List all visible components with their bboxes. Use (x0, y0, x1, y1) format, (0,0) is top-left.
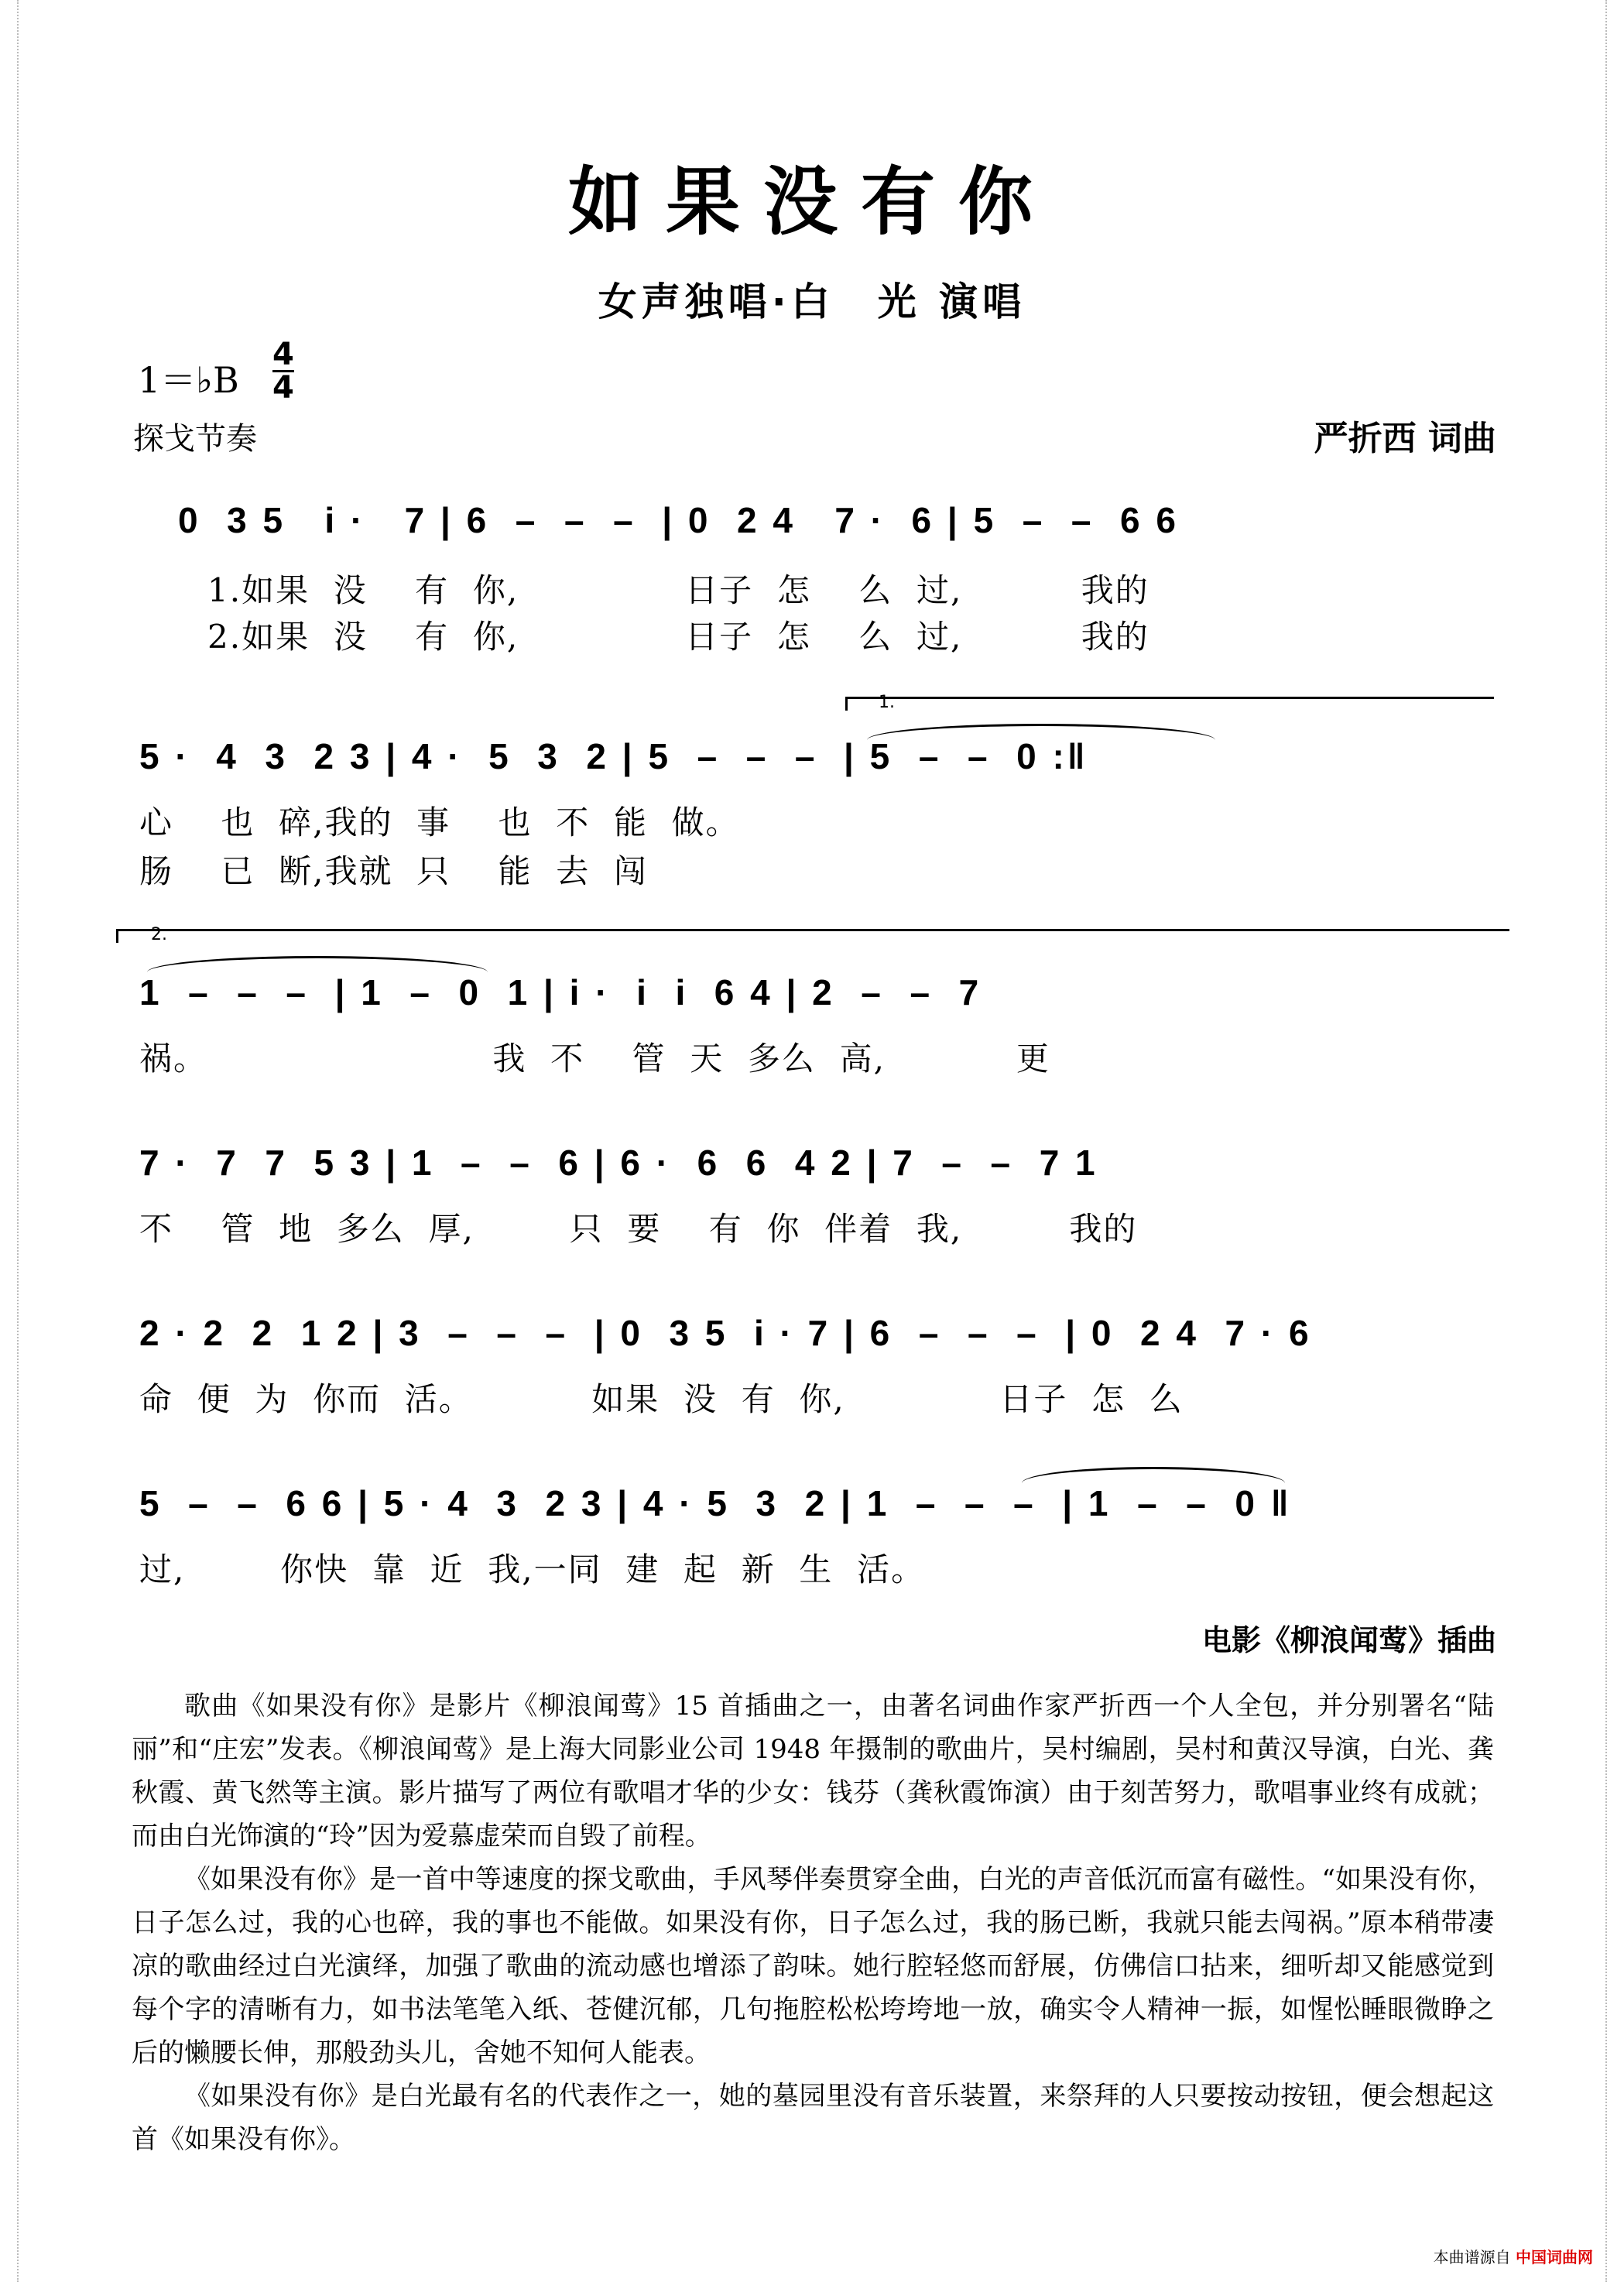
subtitle: 女声独唱·白 光 演唱 (598, 279, 1026, 324)
score-line-5-lyrics: 命 便 为 你而 活。 如果 没 有 你, 日子 怎 么 (139, 1380, 1184, 1418)
score-line-2-lyrics-verse1: 心 也 碎,我的 事 也 不 能 做。 (139, 803, 740, 841)
article-paragraph-3: 《如果没有你》是白光最有名的代表作之一，她的墓园里没有音乐装置，来祭拜的人只要按动按钮，便会想起这首《如果没有你》。 (132, 2081, 1494, 2155)
tempo-marking: 探戈节奏 (133, 421, 257, 457)
volta-2-hook (116, 929, 118, 943)
score-line-6-notes: 5 – – 6 6 | 5 · 4 3 2 3 | 4 · 5 3 2 | 1 – – – | 1 – – 0 ‖ (139, 1483, 1292, 1523)
article-paragraph-2: 《如果没有你》是一首中等速度的探戈歌曲，手风琴伴奏贯穿全曲，白光的声音低沉而富有磁性。“如果没有你，日子怎么过，我的心也碎，我的事也不能做。如果没有你，日子怎么过，我的肠已断，我就只能去闯祸。”原本稍带凄凉的歌曲经过白光演绎，加强了歌曲的流动感也增添了韵味。她行腔轻悠而舒展，仿佛信口拈来，细听却又能感觉到每个字的清晰有力，如书法笔笔入纸、苍健沉郁，几句拖腔松松垮垮地一放，确实令人精神一振，如惺忪睡眼微睁之后的懒腰长伸，那般劲头儿，舍她不知何人能表。 (132, 1864, 1494, 2068)
tie-arc-3 (1022, 1467, 1285, 1483)
score-line-1-lyrics-verse2: 2.如果 没 有 你, 日子 怎 么 过, 我的 (207, 618, 1149, 656)
key-signature: 1＝♭B (138, 359, 239, 401)
score-line-6-lyrics: 过, 你快 靠 近 我,一同 建 起 新 生 活。 (139, 1550, 926, 1588)
footer-site-link[interactable]: 中国词曲网 (1516, 2248, 1593, 2267)
composer-credit: 严折西 词曲 (1314, 419, 1496, 458)
footer-prefix: 本曲谱源自 (1433, 2248, 1511, 2267)
footer (1434, 2245, 1593, 2267)
score-line-3-notes: 1 – – – | 1 – 0 1 | i · i i 6 4 | 2 – – 7 (139, 972, 982, 1013)
volta-1-hook (845, 697, 848, 711)
score-line-1-notes: 0 3 5 i · 7 | 6 – – – | 0 2 4 7 · 6 | 5 – – 6 6 (178, 500, 1179, 540)
score-line-3-lyrics: 祸。 我 不 管 天 多么 高, 更 (139, 1040, 1050, 1078)
score-line-4-lyrics: 不 管 地 多么 厚, 只 要 有 你 伴着 我, 我的 (139, 1210, 1138, 1248)
article-body (132, 1684, 1494, 2161)
article-paragraph-1: 歌曲《如果没有你》是影片《柳浪闻莺》15 首插曲之一，由著名词曲作家严折西一个人全包，并分别署名“陆丽”和“庄宏”发表。《柳浪闻莺》是上海大同影业公司 1948 年摄制的歌曲片，吴村编剧，吴村和黄汉导演，白光、龚秋霞、黄飞然等主演。影片描写了两位有歌唱才华的少女：钱芬（龚秋霞饰演）由于刻苦努力，歌唱事业终有成就；而由白光饰演的“玲”因为爱慕虚荣而自毁了前程。 (132, 1691, 1494, 1852)
source-note: 电影《柳浪闻莺》插曲 (1201, 1623, 1496, 1657)
volta-1-bracket (845, 697, 1494, 699)
volta-1-label: 1. (879, 693, 895, 712)
right-border (1605, 0, 1624, 2282)
tie-arc-2 (147, 956, 488, 972)
score-line-4-notes: 7 · 7 7 5 3 | 1 – – 6 | 6 · 6 6 4 2 | 7 – – 7 1 (139, 1143, 1098, 1183)
score-line-2-notes: 5 · 4 3 2 3 | 4 · 5 3 2 | 5 – – – | 5 – – 0 :‖ (139, 736, 1088, 776)
song-title: 如果没有你 (568, 158, 1056, 245)
time-signature (272, 337, 294, 406)
score-line-2-lyrics-verse2: 肠 已 断,我就 只 能 去 闯 (139, 852, 648, 890)
left-border (0, 0, 19, 2282)
time-signature-bottom: 4 (272, 370, 294, 406)
volta-2-label: 2. (151, 925, 167, 944)
score-line-1-lyrics-verse1: 1.如果 没 有 你, 日子 怎 么 过, 我的 (207, 571, 1149, 609)
volta-2-bracket (116, 929, 1509, 931)
time-signature-top: 4 (272, 337, 294, 372)
score-line-5-notes: 2 · 2 2 1 2 | 3 – – – | 0 3 5 i · 7 | 6 – – – | 0 2 4 7 · 6 (139, 1313, 1312, 1353)
